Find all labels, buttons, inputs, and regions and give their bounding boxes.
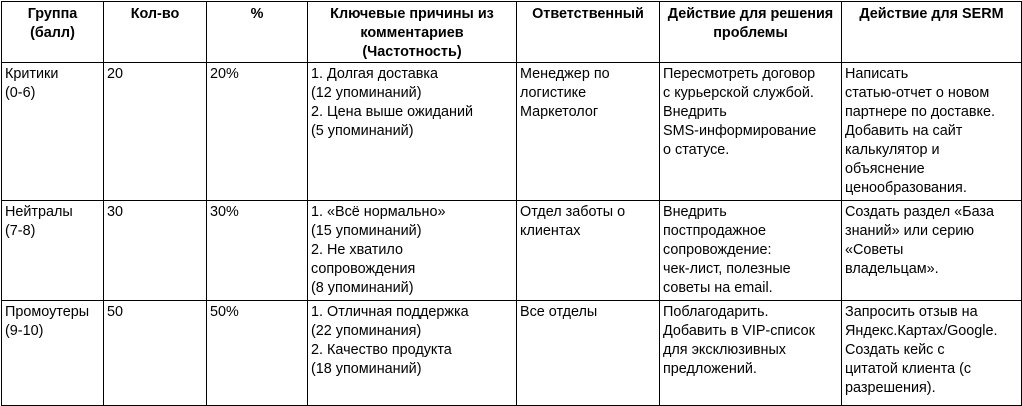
cell-reasons: 1. Отличная поддержка (22 упоминания) 2. Качество продукта (18 упоминаний)	[308, 301, 517, 406]
header-group: Группа (балл)	[2, 2, 104, 63]
header-row	[2, 2, 1022, 63]
cell-responsible: Отдел заботы о клиентах	[517, 201, 660, 301]
cell-reasons: 1. «Всё нормально» (15 упоминаний) 2. Не хватило сопровождения (8 упоминаний)	[308, 201, 517, 301]
header-percent: %	[207, 2, 308, 63]
table-row	[2, 201, 1022, 301]
cell-group: Нейтралы (7-8)	[2, 201, 104, 301]
header-count: Кол-во	[104, 2, 207, 63]
cell-percent: 30%	[207, 201, 308, 301]
cell-count: 50	[104, 301, 207, 406]
header-responsible: Ответственный	[517, 2, 660, 63]
header-action: Действие для решения проблемы	[660, 2, 842, 63]
cell-percent: 20%	[207, 63, 308, 201]
cell-serm: Запросить отзыв на Яндекс.Картах/Google. Создать кейс с цитатой клиента (с разрешения).	[842, 301, 1022, 406]
cell-responsible: Все отделы	[517, 301, 660, 406]
cell-serm: Написать статью-отчет о новом партнере по доставке. Добавить на сайт калькулятор и объяснение ценообразования.	[842, 63, 1022, 201]
cell-group: Критики (0-6)	[2, 63, 104, 201]
cell-reasons: 1. Долгая доставка (12 упоминаний) 2. Цена выше ожиданий (5 упоминаний)	[308, 63, 517, 201]
table-row	[2, 63, 1022, 201]
cell-count: 30	[104, 201, 207, 301]
cell-responsible: Менеджер по логистике Маркетолог	[517, 63, 660, 201]
header-serm: Действие для SERM	[842, 2, 1022, 63]
nps-action-table	[1, 1, 1022, 406]
cell-count: 20	[104, 63, 207, 201]
header-reasons: Ключевые причины из комментариев (Частотность)	[308, 2, 517, 63]
cell-percent: 50%	[207, 301, 308, 406]
cell-serm: Создать раздел «База знаний» или серию «Советы владельцам».	[842, 201, 1022, 301]
table-row	[2, 301, 1022, 406]
cell-action: Поблагодарить. Добавить в VIP-список для эксклюзивных предложений.	[660, 301, 842, 406]
cell-action: Пересмотреть договор с курьерской службой. Внедрить SMS-информирование о статусе.	[660, 63, 842, 201]
cell-group: Промоутеры (9-10)	[2, 301, 104, 406]
cell-action: Внедрить постпродажное сопровождение: чек-лист, полезные советы на email.	[660, 201, 842, 301]
